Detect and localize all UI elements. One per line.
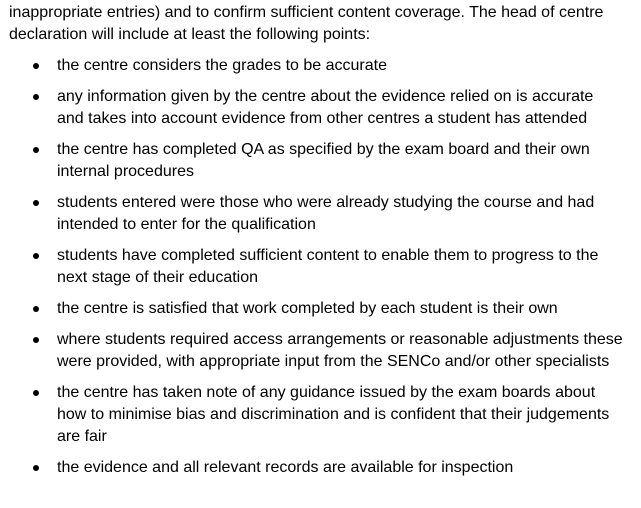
list-item — [0, 86, 641, 130]
list-item — [0, 457, 641, 479]
list-item-text: the centre has taken note of any guidance issued by the exam boards about how to minimise bias and discrimination and is confident that their judgements are fair — [57, 384, 610, 445]
intro-line-2: declaration will include at least the following points: — [9, 26, 371, 43]
list-item-text: the centre is satisfied that work completed by each student is their own — [57, 300, 558, 317]
bullet-icon — [33, 253, 39, 259]
bullet-icon — [33, 63, 39, 69]
bullet-icon — [33, 200, 39, 206]
list-item — [0, 329, 641, 373]
intro-line-1: inappropriate entries) and to confirm sufficient content coverage. The head of centre — [9, 4, 604, 21]
list-item-text: the evidence and all relevant records are available for inspection — [57, 459, 514, 476]
list-item-text: the centre has completed QA as specified by the exam board and their own internal procedures — [57, 141, 590, 180]
list-item-text: students have completed sufficient content to enable them to progress to the next stage of their education — [57, 247, 599, 286]
bullet-icon — [33, 147, 39, 153]
bullet-icon — [33, 306, 39, 312]
bullet-icon — [33, 337, 39, 343]
list-item-text: any information given by the centre about the evidence relied on is accurate and takes into account evidence from other centres a student has attended — [57, 88, 594, 127]
list-item — [0, 382, 641, 448]
intro-paragraph — [9, 2, 637, 46]
list-item-text: where students required access arrangements or reasonable adjustments these were provided, with appropriate input from the SENCo and/or other specialists — [57, 331, 623, 370]
list-item — [0, 139, 641, 183]
declaration-points-list — [0, 55, 641, 488]
bullet-icon — [33, 94, 39, 100]
list-item — [0, 298, 641, 320]
list-item-text: students entered were those who were already studying the course and had intended to enter for the qualification — [57, 194, 595, 233]
list-item — [0, 245, 641, 289]
bullet-icon — [33, 390, 39, 396]
list-item — [0, 192, 641, 236]
list-item — [0, 55, 641, 77]
list-item-text: the centre considers the grades to be accurate — [57, 57, 387, 74]
bullet-icon — [33, 465, 39, 471]
